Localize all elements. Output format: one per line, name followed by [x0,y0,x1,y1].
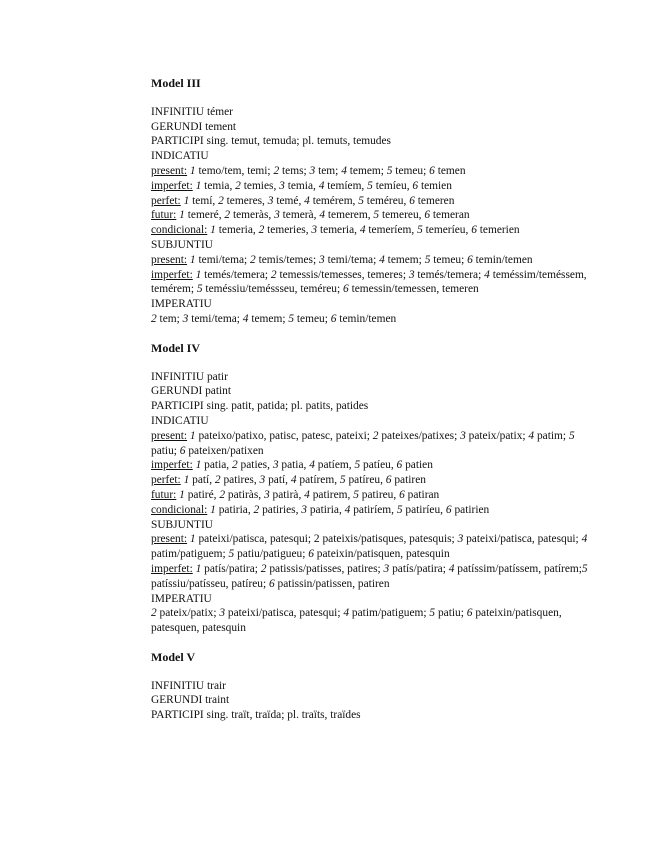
tense-label: imperfet: [151,562,193,575]
form-text: temés/temera; [414,268,485,281]
form-text: temeríeu, [422,224,472,237]
person-number: 4 [484,268,490,281]
conjugation-line [151,708,591,723]
form-text: INDICATIU [151,414,209,427]
form-text: temeries, [264,224,312,237]
person-number: 2 [273,164,280,177]
person-number: 5 [196,283,203,296]
form-text: SUBJUNTIU [151,518,214,531]
form-text: pateix/patix; [465,429,529,442]
form-text: temi/tema; [188,312,243,325]
person-number: 5 [354,459,361,472]
form-text: patís/patira; [389,562,449,575]
form-text: patí, [265,474,291,487]
form-text: tem; [315,164,342,177]
form-text: patim/patiguem; [151,548,229,561]
form-text: INDICATIU [151,150,209,163]
person-number: 5 [581,562,588,575]
conjugation-line [151,105,591,120]
form-text: patissis/patisses, patires; [266,562,384,575]
person-number: 6 [399,488,405,501]
form-text: IMPERATIU [151,592,212,605]
form-text: patíssiu/patísseu, patíreu; [151,577,269,590]
form-text: temeria, [317,224,360,237]
person-number: 6 [409,194,415,207]
conjugation-line [151,223,591,238]
form-text: patirà, [269,488,305,501]
form-text: temeu; [430,253,468,266]
form-text: temeu; [294,312,331,325]
form-text: patiran [404,488,440,501]
form-text: temí, [189,194,219,207]
form-text: temeríem, [365,224,418,237]
form-text: temérem, [309,194,359,207]
conjugation-line [151,679,591,694]
person-number: 3 [383,562,390,575]
person-number: 3 [272,459,279,472]
form-text: patí, [189,474,215,487]
form-text: patiren [391,474,426,487]
conjugation-line [151,312,591,327]
form-text: temessin/temessen, temeren [348,283,479,296]
conjugation-line [151,268,591,298]
form-text: patiré, [184,488,220,501]
person-number: 1 [189,429,196,442]
tense-label: present: [151,164,188,177]
form-text: patiria, [215,503,254,516]
person-number: 6 [330,312,337,325]
form-text: temin/temen [472,253,533,266]
person-number: 4 [359,224,366,237]
person-number: 4 [290,474,297,487]
person-number: 2 [235,179,241,192]
form-text: INFINITIU trair [151,679,226,692]
form-text: pateixes/patixes; [378,429,461,442]
person-number: 6 [467,253,473,266]
conjugation-line [151,592,591,607]
form-text: patissin/patissen, patiren [274,577,390,590]
form-text: temem; [346,164,387,177]
tense-label: present: [151,533,188,546]
form-text: patia, [278,459,310,472]
person-number: 4 [448,562,455,575]
form-text: temeren [414,194,455,207]
person-number: 2 [250,253,256,266]
form-text: pateixi/patisca, patesqui; [225,607,344,620]
form-text: patim; [534,429,569,442]
person-number: 5 [367,179,373,192]
form-text: pateixin/patisquen, patesquen, patesquin [151,607,562,635]
model-title: Model IV [151,340,200,355]
person-number: 6 [445,503,452,516]
form-text: temem; [248,312,289,325]
person-number: 6 [424,209,431,222]
conjugation-line [151,238,591,253]
person-number: 3 [279,179,285,192]
conjugation-line [151,429,591,459]
form-text: temen [434,164,466,177]
form-text: patiríem, [350,503,397,516]
form-text: pateixo/patixo, patisc, patesc, pateixi; [195,429,373,442]
form-text: temeres, [223,194,268,207]
form-text: patíem, [314,459,355,472]
tense-label: imperfet: [151,268,193,281]
conjugation-line [151,297,591,312]
form-text: temis/temes; [255,253,320,266]
person-number: 6 [471,224,477,237]
conjugation-line [151,179,591,194]
form-text: patíssim/patíssem, patírem; [454,562,582,575]
form-text: temessis/temesses, temeres; [276,268,409,281]
form-text: INFINITIU patir [151,370,228,383]
person-number: 3 [267,194,274,207]
person-number: 1 [189,253,196,266]
person-number: 4 [343,607,350,620]
person-number: 1 [195,179,202,192]
form-text: patien [402,459,433,472]
conjugation-line [151,134,591,149]
person-number: 1 [195,562,202,575]
form-text: temíem, [324,179,368,192]
form-text: temíeu, [372,179,413,192]
person-number: 2 [219,488,226,501]
conjugation-line [151,149,591,164]
form-text: GERUNDI traint [151,694,230,707]
tense-label: condicional: [151,224,208,237]
form-text: patirien [451,503,490,516]
model-section [151,650,591,723]
person-number: 1 [183,474,190,487]
conjugation-line [151,562,591,592]
person-number: 2 [218,194,224,207]
person-number: 1 [210,224,216,237]
person-number: 6 [396,459,403,472]
person-number: 6 [466,607,473,620]
model-title: Model V [151,649,196,664]
tense-label: imperfet: [151,179,193,192]
form-text: PARTICIPI sing. temut, temuda; pl. temuts, temudes [151,135,391,148]
conjugation-line [151,693,591,708]
person-number: 3 [311,224,318,237]
conjugation-line [151,208,591,223]
conjugation-line [151,488,591,503]
form-text: SUBJUNTIU [151,238,214,251]
person-number: 2 [260,562,267,575]
form-text: temin/temen [336,312,397,325]
conjugation-line [151,518,591,533]
person-number: 3 [263,488,270,501]
person-number: 5 [339,474,346,487]
tense-label: imperfet: [151,459,193,472]
conjugation-line [151,503,591,518]
person-number: 1 [189,533,196,546]
form-text: temo/tem, temi; [195,164,274,177]
person-number: 4 [344,503,351,516]
conjugation-line [151,473,591,488]
person-number: 6 [412,179,419,192]
form-text: pateixi/patisca, patesqui; [463,533,582,546]
form-text: patís/patira; [201,562,261,575]
person-number: 4 [319,209,326,222]
person-number: 6 [308,548,314,561]
tense-label: condicional: [151,503,208,516]
form-text: patírem, [296,474,340,487]
person-number: 3 [319,253,325,266]
person-number: 1 [179,488,185,501]
conjugation-line [151,606,591,636]
form-text: teméssiu/teméssseu, teméreu; [202,283,344,296]
person-number: 2 [270,268,277,281]
form-text: patireu, [358,488,400,501]
form-text: GERUNDI tement [151,120,237,133]
form-text: GERUNDI patint [151,385,232,398]
person-number: 4 [341,164,347,177]
form-text: pateixi/patisca, patesqui; 2 pateixis/patisques, patesquis; [195,533,458,546]
form-text: patiu; [151,444,180,457]
tense-label: present: [151,253,188,266]
person-number: 5 [417,224,423,237]
person-number: 6 [179,444,186,457]
model-section [151,76,591,327]
person-number: 1 [189,164,196,177]
person-number: 2 [372,429,379,442]
form-text: patiries, [259,503,302,516]
person-number: 3 [457,533,464,546]
form-text: temies, [240,179,280,192]
tense-label: futur: [151,488,177,501]
person-number: 4 [581,533,588,546]
form-text: paties, [237,459,273,472]
person-number: 3 [259,474,266,487]
person-number: 3 [182,312,189,325]
person-number: 6 [269,577,275,590]
form-text: temi/tema; [195,253,251,266]
conjugation-line [151,532,591,562]
conjugation-line [151,370,591,385]
person-number: 5 [353,488,359,501]
person-number: 5 [288,312,295,325]
person-number: 4 [528,429,535,442]
form-text: temien [418,179,452,192]
person-number: 3 [408,268,415,281]
person-number: 3 [309,164,316,177]
person-number: 3 [301,503,307,516]
form-text: temés/temera; [201,268,271,281]
person-number: 2 [258,224,265,237]
form-text: PARTICIPI sing. traït, traïda; pl. traïts, traïdes [151,709,361,722]
form-text: pateixin/patisquen, patesquin [313,548,450,561]
conjugation-line [151,253,591,268]
form-text: temereu, [379,209,425,222]
person-number: 5 [424,253,431,266]
person-number: 5 [386,164,393,177]
person-number: 5 [568,429,575,442]
model-section [151,341,591,636]
form-text: temem; [384,253,425,266]
person-number: 5 [358,194,364,207]
form-text: tem; [156,312,183,325]
document-page [151,76,591,737]
form-text: temé, [273,194,305,207]
form-text: tems; [279,164,310,177]
conjugation-line [151,384,591,399]
person-number: 1 [195,459,202,472]
conjugation-line [151,120,591,135]
form-text: temeu; [392,164,430,177]
person-number: 4 [304,194,310,207]
tense-label: perfet: [151,194,181,207]
form-text: patiríeu, [402,503,446,516]
person-number: 1 [195,268,202,281]
person-number: 1 [179,209,185,222]
person-number: 2 [151,607,157,620]
person-number: 3 [274,209,280,222]
person-number: 1 [183,194,190,207]
form-text: patirem, [309,488,354,501]
tense-label: perfet: [151,474,181,487]
form-text: temeré, [184,209,225,222]
form-text: temi/tema; [324,253,380,266]
form-text: pateix/patix; [156,607,220,620]
person-number: 2 [151,312,157,325]
model-title: Model III [151,76,201,90]
person-number: 3 [219,607,226,620]
tense-label: present: [151,429,188,442]
person-number: 4 [379,253,385,266]
conjugation-line [151,194,591,209]
person-number: 5 [396,503,403,516]
form-text: temeràs, [230,209,275,222]
form-text: temeran [430,209,470,222]
form-text: patíeu, [360,459,397,472]
person-number: 5 [228,548,235,561]
form-text: IMPERATIU [151,298,212,311]
person-number: 4 [242,312,249,325]
form-text: patim/patiguem; [349,607,430,620]
form-text: patires, [220,474,260,487]
person-number: 1 [210,503,216,516]
person-number: 2 [253,503,260,516]
conjugation-line [151,458,591,473]
conjugation-line [151,414,591,429]
tense-label: futur: [151,209,177,222]
form-text: patia, [201,459,232,472]
form-text: temia, [201,179,236,192]
person-number: 4 [318,179,325,192]
person-number: 3 [460,429,466,442]
form-text: pateixen/patixen [185,444,264,457]
form-text: teméreu, [363,194,410,207]
form-text: patiu; [435,607,467,620]
form-text: temeria, [215,224,259,237]
form-text: patiràs, [225,488,264,501]
form-text: INFINITIU témer [151,105,233,118]
form-text: PARTICIPI sing. patit, patida; pl. patits, patides [151,400,369,413]
person-number: 4 [304,488,310,501]
form-text: teméssim/teméssem, temérem; [151,268,587,296]
person-number: 5 [429,607,436,620]
person-number: 2 [224,209,231,222]
person-number: 6 [429,164,435,177]
form-text: patíreu, [345,474,386,487]
person-number: 6 [385,474,392,487]
form-text: temerem, [325,209,374,222]
form-text: patiria, [307,503,345,516]
person-number: 2 [214,474,221,487]
conjugation-line [151,399,591,414]
form-text: temerà, [279,209,320,222]
form-text: temerien [476,224,520,237]
form-text: patiu/patigueu; [234,548,309,561]
form-text: temia, [284,179,319,192]
person-number: 4 [309,459,315,472]
conjugation-line [151,164,591,179]
person-number: 2 [232,459,238,472]
person-number: 5 [373,209,380,222]
person-number: 6 [343,283,349,296]
